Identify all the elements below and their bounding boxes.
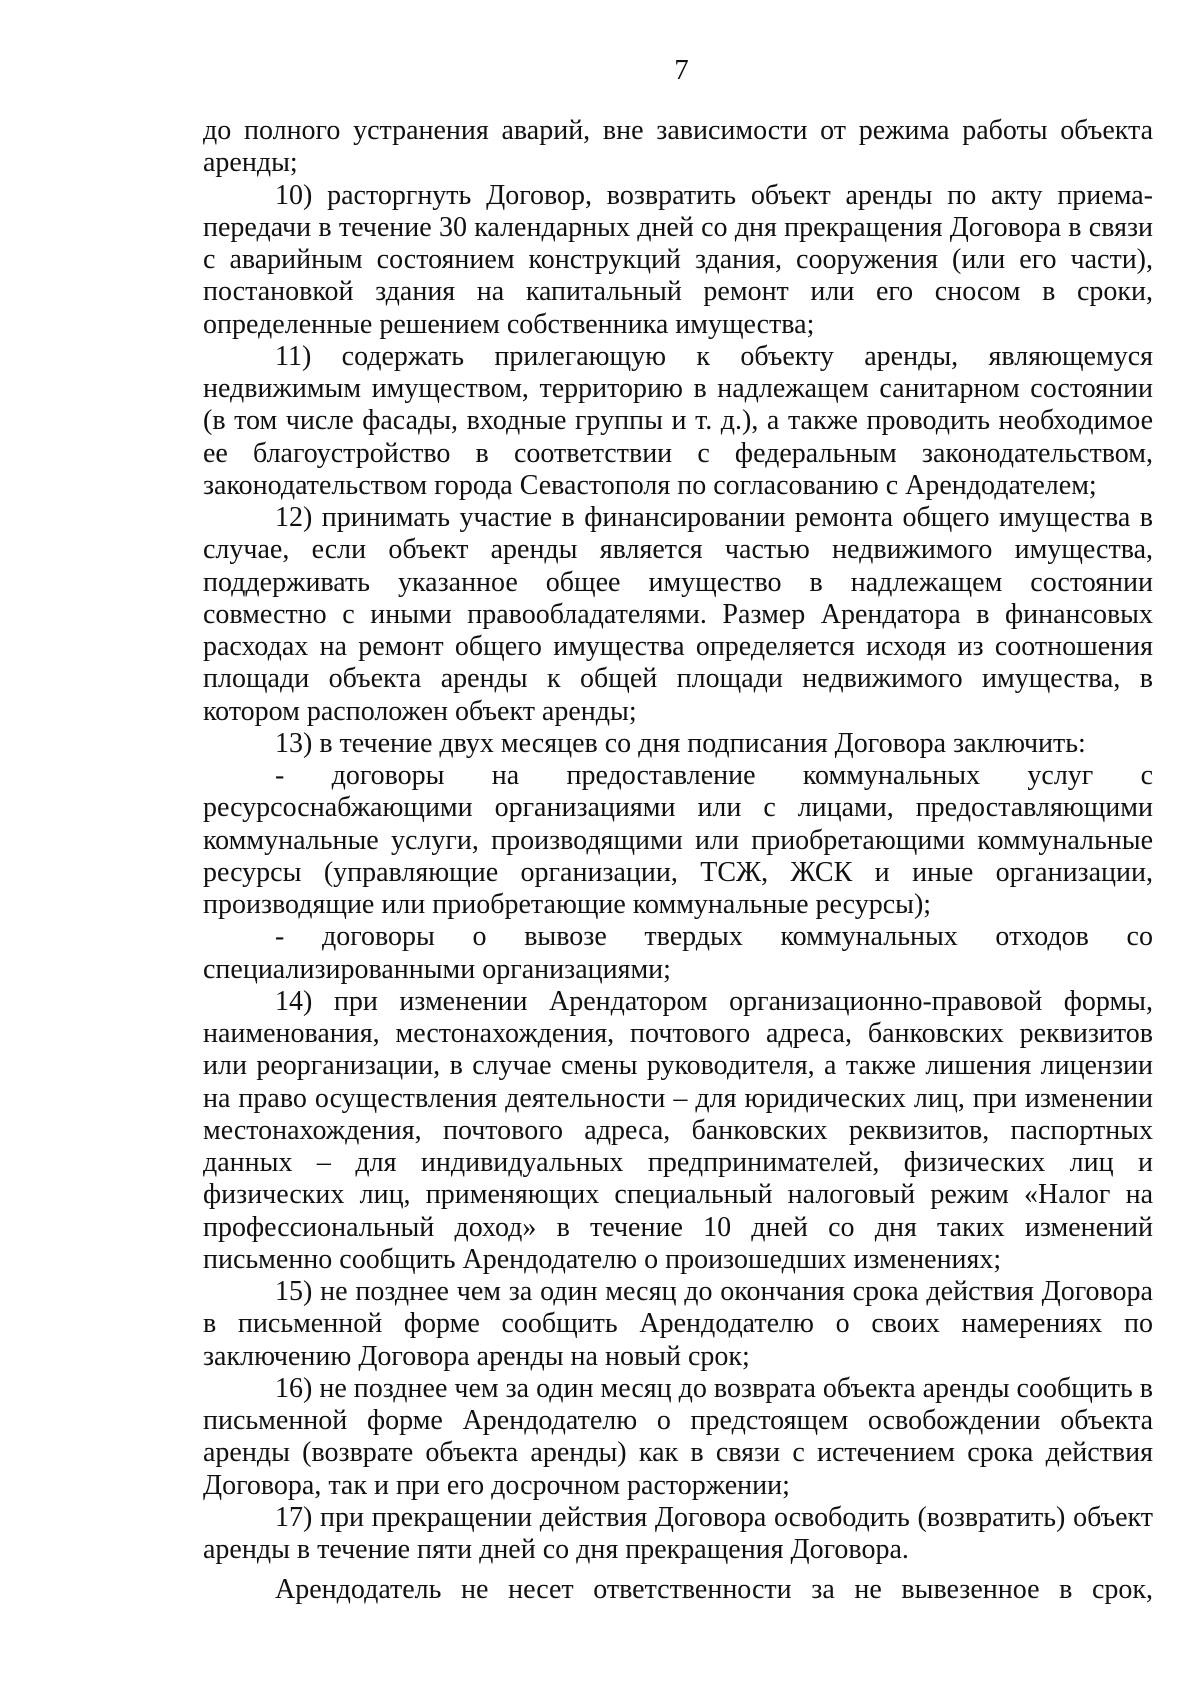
page-number: 7	[674, 54, 689, 86]
paragraph-subitem-utilities: - договоры на предоставление коммунальных услуг с ресурсоснабжающими организациями или с лицами, предоставляющими коммунальные услуги, производящими или приобретающими коммунальные ресурсы (управляющие организации, ТСЖ, ЖСК и иные организации, производящие или приобретающие коммунальные ресурсы);	[203, 760, 1153, 920]
paragraph-item-17: 17) при прекращении действия Договора освободить (возвратить) объект аренды в течение пяти дней со дня прекращения Договора.	[203, 1501, 1153, 1565]
paragraph-item-14: 14) при изменении Арендатором организационно-правовой формы, наименования, местонахождения, почтового адреса, банковских реквизитов или реорганизации, в случае смены руководителя, а также лишения лицензии на право осуществления деятельности – для юридических лиц, при изменении местонахождения, почтового адреса, банковских реквизитов, паспортных данных – для индивидуальных предпринимателей, физических лиц и физических лиц, применяющих специальный налоговый режим «Налог на профессиональный доход» в течение 10 дней со дня таких изменений письменно сообщить Арендодателю о произошедших изменениях;	[203, 985, 1153, 1275]
paragraph-landlord-liability: Арендодатель не несет ответственности за не вывезенное в срок,	[275, 1574, 1153, 1606]
paragraph-item-15: 15) не позднее чем за один месяц до окончания срока действия Договора в письменной форме сообщить Арендодателю о своих намерениях по заключению Договора аренды на новый срок;	[203, 1276, 1153, 1372]
paragraph-item-12: 12) принимать участие в финансировании ремонта общего имущества в случае, если объект аренды является частью недвижимого имущества, поддерживать указанное общее имущество в надлежащем состоянии совместно с иными правообладателями. Размер Арендатора в финансовых расходах на ремонт общего имущества определяется исходя из соотношения площади объекта аренды к общей площади недвижимого имущества, в котором расположен объект аренды;	[203, 502, 1153, 727]
paragraph-item-10: 10) расторгнуть Договор, возвратить объект аренды по акту приема-передачи в течение 30 календарных дней со дня прекращения Договора в связи с аварийным состоянием конструкций здания, сооружения (или его части), постановкой здания на капитальный ремонт или его сносом в сроки, определенные решением собственника имущества;	[203, 179, 1153, 340]
paragraph-item-16: 16) не позднее чем за один месяц до возврата объекта аренды сообщить в письменной форме Арендодателю о предстоящем освобождении объекта аренды (возврате объекта аренды) как в связи с истечением срока действия Договора, так и при его досрочном расторжении;	[203, 1372, 1153, 1501]
paragraph-item-13: 13) в течение двух месяцев со дня подписания Договора заключить:	[275, 727, 1086, 759]
paragraph-continuation: до полного устранения аварий, вне зависимости от режима работы объекта аренды;	[203, 115, 1153, 179]
paragraph-subitem-waste: - договоры о вывозе твердых коммунальных отходов со специализированными организациями;	[203, 921, 1153, 985]
paragraph-item-11: 11) содержать прилегающую к объекту аренды, являющемуся недвижимым имуществом, территорию в надлежащем санитарном состоянии (в том числе фасады, входные группы и т. д.), а также проводить необходимое ее благоустройство в соответствии с федеральным законодательством, законодательством города Севастополя по согласованию с Арендодателем;	[203, 340, 1153, 501]
document-body	[203, 115, 1153, 1607]
